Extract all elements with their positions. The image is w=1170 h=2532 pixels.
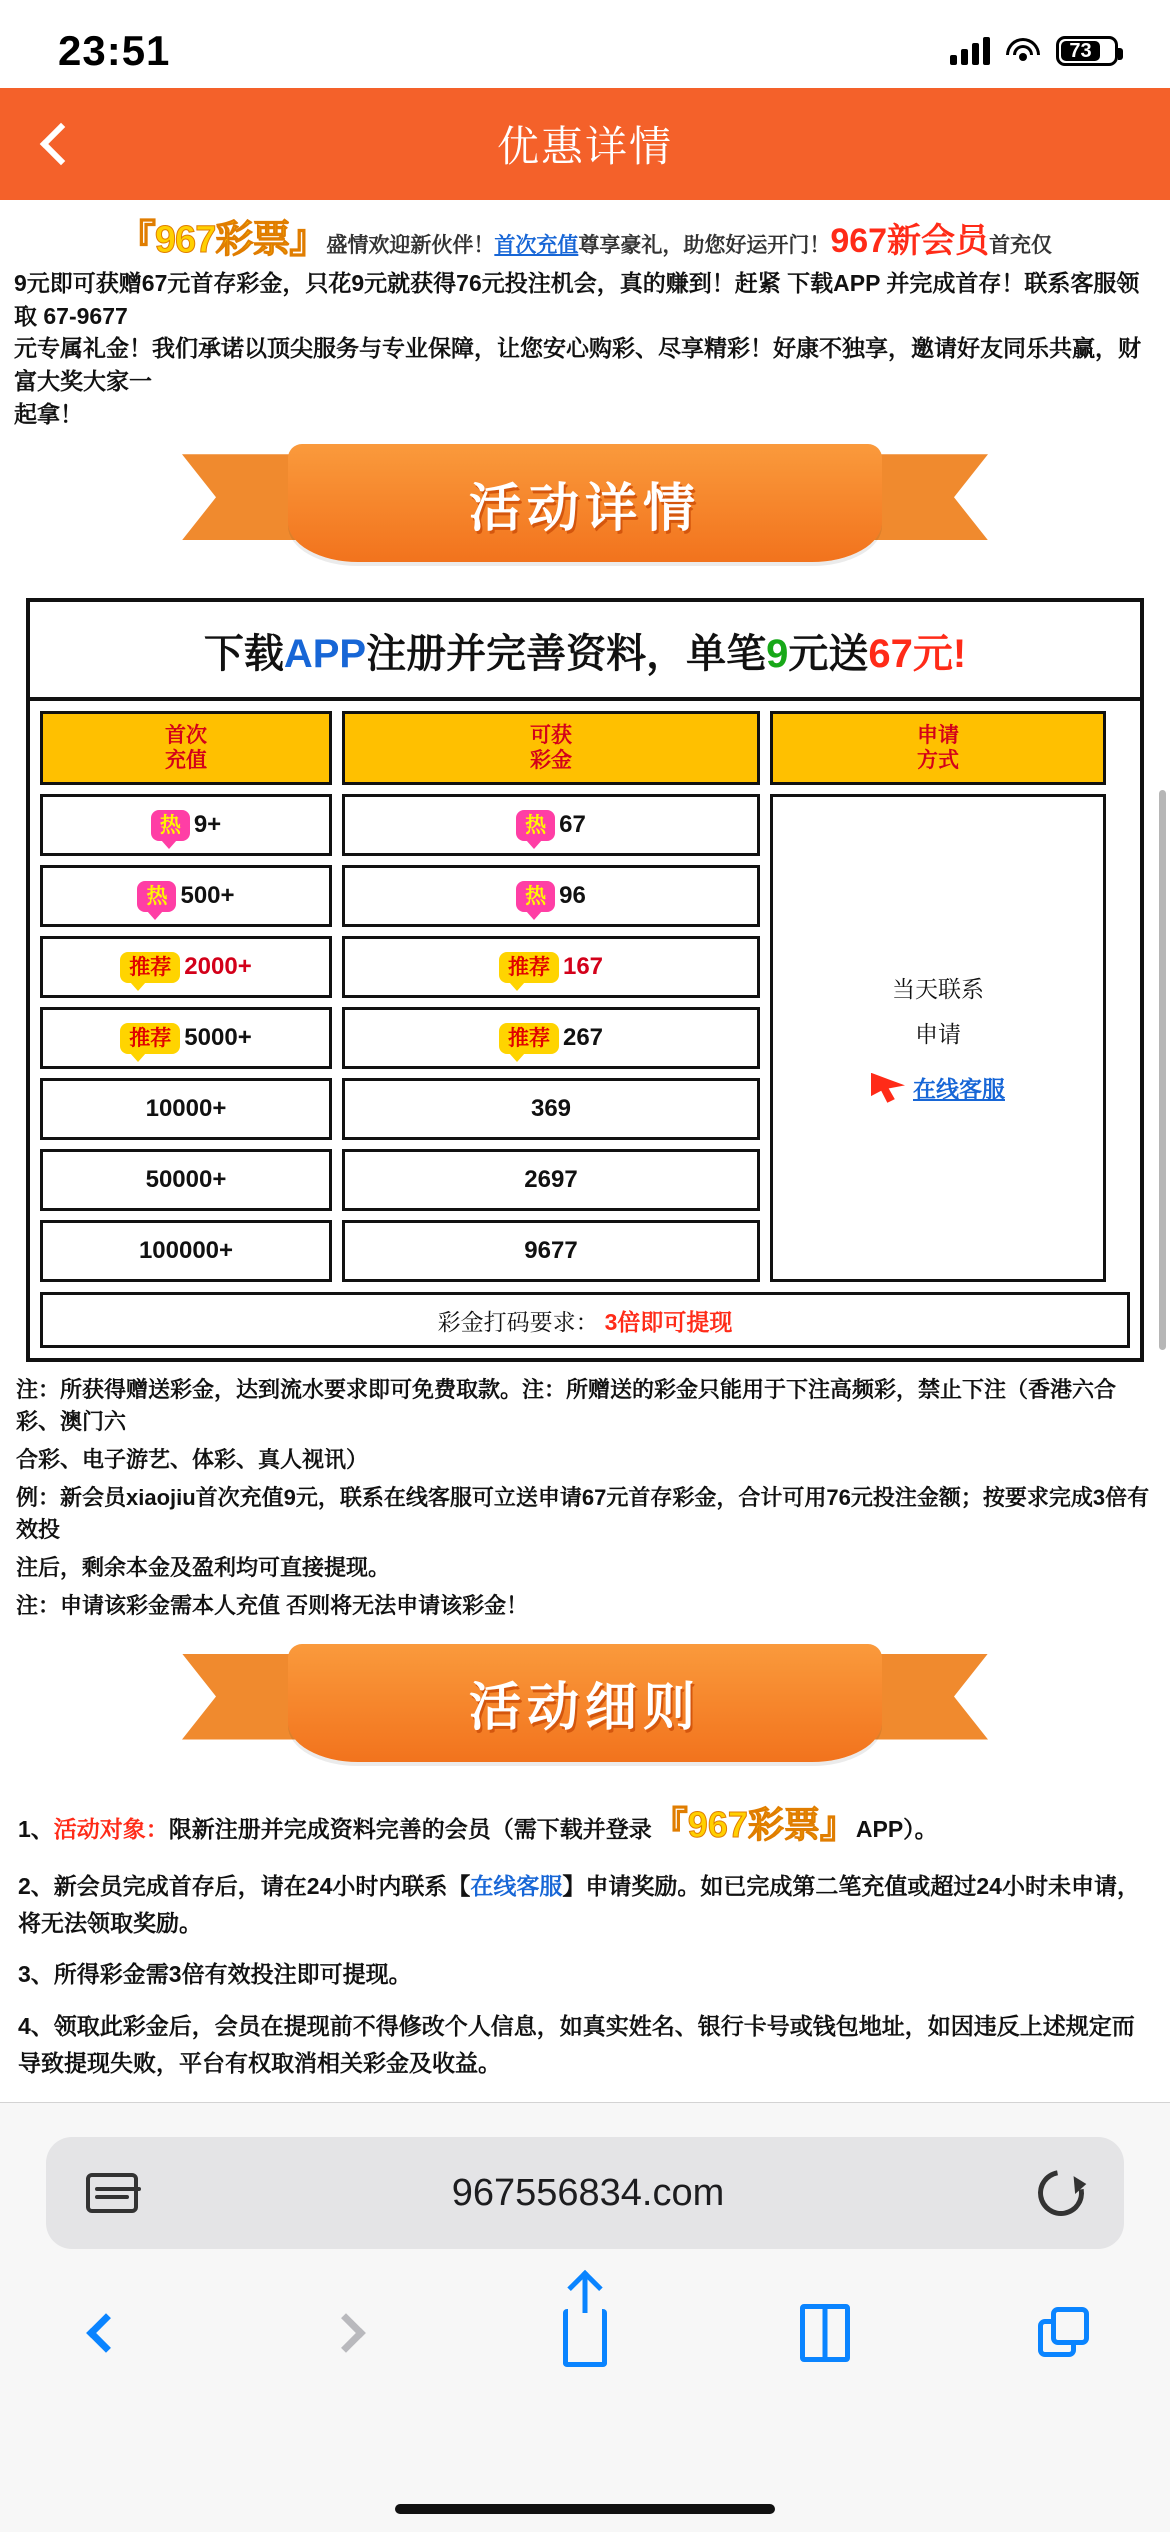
table-row (342, 865, 760, 927)
table-row (342, 794, 760, 856)
header-deposit-line2: 充值 (165, 749, 207, 773)
banner-label-rules: 活动细则 (468, 1679, 701, 1738)
title-part-2: APP (283, 632, 367, 677)
header-bonus-line2: 彩金 (530, 749, 572, 773)
note-line-4: 注后，剩余本金及盈利均可直接提现。 (16, 1554, 391, 1580)
promo-body-line-2: 元专属礼金！我们承诺以顶尖服务与专业保障，让您安心购彩、尽享精彩！好康不独享，邀请好友同乐共赢，财富大奖大家一 (14, 335, 1141, 394)
title-part-5: 元送 (788, 632, 869, 677)
title-part-7: 元! (912, 632, 967, 677)
table-row (40, 1007, 332, 1069)
promotion-table-title (30, 602, 1140, 701)
section-banner-details (0, 444, 1170, 572)
rule-1-post: APP）。 (855, 1815, 938, 1842)
table-column-apply (770, 711, 1106, 1282)
column-header-bonus (342, 711, 760, 785)
recommend-badge: 推荐 (499, 952, 559, 983)
wifi-icon (1006, 38, 1040, 64)
rule-4-text-a: 领取此彩金后，会员在提现前不得修改个人信息，如真实姓名、银行卡号或钱包地址，如因违反上述规定而导致提现失 (18, 2012, 1135, 2076)
rule-2-num: 2、 (18, 1872, 54, 1899)
banner-label-details: 活动详情 (468, 479, 701, 538)
table-row (342, 1220, 760, 1282)
page-header (0, 88, 1170, 200)
deposit-value: 500+ (180, 882, 235, 910)
back-button[interactable] (70, 2297, 142, 2369)
hot-badge: 热 (151, 810, 190, 841)
promotion-notes (0, 1362, 1170, 1621)
rules-list (0, 1772, 1170, 2102)
deposit-value: 100000+ (138, 1237, 234, 1265)
page-title: 优惠详情 (496, 123, 673, 170)
table-row (40, 1220, 332, 1282)
note-line-2: 合彩、电子游艺、体彩、真人视讯） (16, 1447, 369, 1473)
page-settings-icon[interactable] (86, 2173, 138, 2213)
rule-3-num: 3、 (18, 1961, 54, 1988)
bonus-value: 267 (562, 1024, 604, 1052)
share-icon (563, 2309, 607, 2367)
promo-body-line-3: 起拿！ (14, 400, 83, 427)
bonus-value: 2697 (524, 1166, 578, 1194)
browser-bottom-bar (0, 2102, 1170, 2532)
rule-4-text-b: 败，平台有权取消相关彩金及收益。 (133, 2049, 501, 2076)
table-row (342, 1078, 760, 1140)
online-customer-service-link[interactable] (871, 1071, 1005, 1104)
rule-1-pre: 活动对象： (53, 1815, 169, 1842)
rule-1-text: 限新注册并完成资料完善的会员（需下载并登录 (168, 1815, 652, 1842)
section-banner-rules (0, 1644, 1170, 1772)
column-header-deposit (40, 711, 332, 785)
scrollbar-thumb[interactable] (1159, 790, 1166, 1350)
deposit-value: 10000+ (145, 1095, 227, 1123)
table-row (40, 936, 332, 998)
table-row (40, 794, 332, 856)
promotion-table-card (26, 598, 1144, 1362)
table-row (40, 1078, 332, 1140)
column-header-apply (770, 711, 1106, 785)
home-indicator[interactable] (395, 2504, 775, 2514)
rule-item-4 (18, 2008, 1152, 2083)
rule-2-text-b: 】申请奖励。如已完成第二笔充值或超过24小时未申请，将无法领取奖 (18, 1872, 1140, 1937)
apply-line-1: 当天联系 (892, 976, 984, 1003)
bonus-value: 167 (562, 953, 604, 981)
table-row (40, 1149, 332, 1211)
online-customer-service-label: 在线客服 (913, 1076, 1005, 1103)
apply-method-cell (770, 794, 1106, 1282)
rule-3-text: 所得彩金需3倍有效投注即可提现。 (53, 1961, 412, 1988)
bookmarks-button[interactable] (789, 2297, 861, 2369)
wagering-requirement-label: 彩金打码要求： (437, 1308, 599, 1335)
share-button[interactable] (549, 2297, 621, 2369)
rule-item-2 (18, 1868, 1152, 1943)
rule-item-1 (18, 1796, 1152, 1854)
status-bar (0, 0, 1170, 88)
hot-badge: 热 (516, 810, 555, 841)
address-bar[interactable] (46, 2137, 1124, 2249)
tabs-button[interactable] (1028, 2297, 1100, 2369)
cellular-signal-icon (950, 37, 990, 65)
table-column-bonus (342, 711, 760, 1282)
header-deposit-line1: 首次 (165, 724, 207, 748)
status-time: 23:51 (58, 27, 171, 74)
status-icons (950, 36, 1118, 66)
table-column-deposit (40, 711, 332, 1282)
rule-item-3 (18, 1956, 1152, 1993)
deposit-value: 50000+ (145, 1166, 227, 1194)
title-part-4: 9 (766, 632, 789, 677)
header-apply-line2: 方式 (917, 749, 959, 773)
bookmarks-icon (800, 2304, 850, 2362)
rule-1-brand: 『967彩票』 (651, 1803, 856, 1845)
battery-icon (1056, 36, 1118, 66)
headline-mid: 尊享豪礼，助您好运开门！ (578, 234, 831, 257)
header-apply-line1: 申请 (917, 724, 959, 748)
title-part-1: 下载 (203, 632, 284, 677)
promo-body (0, 263, 1170, 430)
browser-toolbar (0, 2249, 1170, 2369)
promo-headline (0, 200, 1170, 263)
recommend-badge: 推荐 (499, 1023, 559, 1054)
reload-icon[interactable] (1029, 2161, 1093, 2225)
rule-1-num: 1、 (18, 1815, 54, 1842)
apply-line-2: 申请 (915, 1020, 961, 1047)
table-row (40, 865, 332, 927)
wagering-requirement-value: 3倍即可提现 (604, 1308, 733, 1335)
header-bonus-line1: 可获 (530, 724, 572, 748)
note-line-3: 例：新会员xiaojiu首次充值9元，联系在线客服可立送申请67元首存彩金，合计可用76元投注金额；按要求完成3倍有效投 (16, 1484, 1150, 1542)
bonus-value: 96 (559, 882, 586, 910)
headline-tail: 首充仅 (989, 234, 1053, 257)
headline-welcome: 盛情欢迎新伙伴！ (326, 234, 495, 257)
forward-icon (326, 2313, 366, 2353)
rule-2-text-a: 新会员完成首存后，请在24小时内联系【 (53, 1872, 471, 1899)
bonus-value: 369 (530, 1095, 572, 1123)
table-row (342, 936, 760, 998)
bonus-value: 67 (559, 811, 586, 839)
tabs-icon (1038, 2307, 1090, 2359)
deposit-value: 2000+ (184, 953, 252, 981)
hot-badge: 热 (137, 881, 176, 912)
headline-brand-red: 967新会员 (830, 222, 990, 260)
wagering-requirement-row (40, 1292, 1130, 1348)
recommend-badge: 推荐 (120, 952, 180, 983)
table-row (342, 1007, 760, 1069)
table-row (342, 1149, 760, 1211)
page-content (0, 200, 1170, 2102)
rule-2-highlight[interactable]: 在线客服 (470, 1872, 563, 1899)
title-part-3: 注册并完善资料，单笔 (366, 632, 767, 677)
title-part-6: 67 (868, 632, 913, 677)
cursor-pointer-icon (871, 1073, 905, 1103)
note-line-1: 注：所获得赠送彩金，达到流水要求即可免费取款。注：所赠送的彩金只能用于下注高频彩，禁止下注（香港六合彩、澳门六 (16, 1377, 1117, 1435)
brand-name-left: 『967彩票』 (117, 219, 327, 261)
note-line-5: 注：申请该彩金需本人充值 否则将无法申请该彩金！ (16, 1592, 529, 1618)
back-icon (86, 2313, 126, 2353)
recommend-badge: 推荐 (120, 1023, 180, 1054)
promotion-table (30, 701, 1140, 1292)
headline-link[interactable]: 首次充值 (494, 234, 579, 257)
forward-button[interactable] (310, 2297, 382, 2369)
bonus-value: 9677 (524, 1237, 578, 1265)
deposit-value: 9+ (193, 811, 222, 839)
url-text[interactable]: 967556834.com (451, 2171, 725, 2214)
deposit-value: 5000+ (184, 1024, 252, 1052)
hot-badge: 热 (516, 881, 555, 912)
rule-4-num: 4、 (18, 2012, 54, 2039)
rule-2-text-c: 励。 (156, 1910, 202, 1937)
promo-body-line-1: 9元即可获赠67元首存彩金，只花9元就获得76元投注机会，真的赚到！赶紧 下载APP 并完成首存！联系客服领取 67-9677 (14, 270, 1140, 329)
battery-level: 73 (1061, 41, 1100, 61)
